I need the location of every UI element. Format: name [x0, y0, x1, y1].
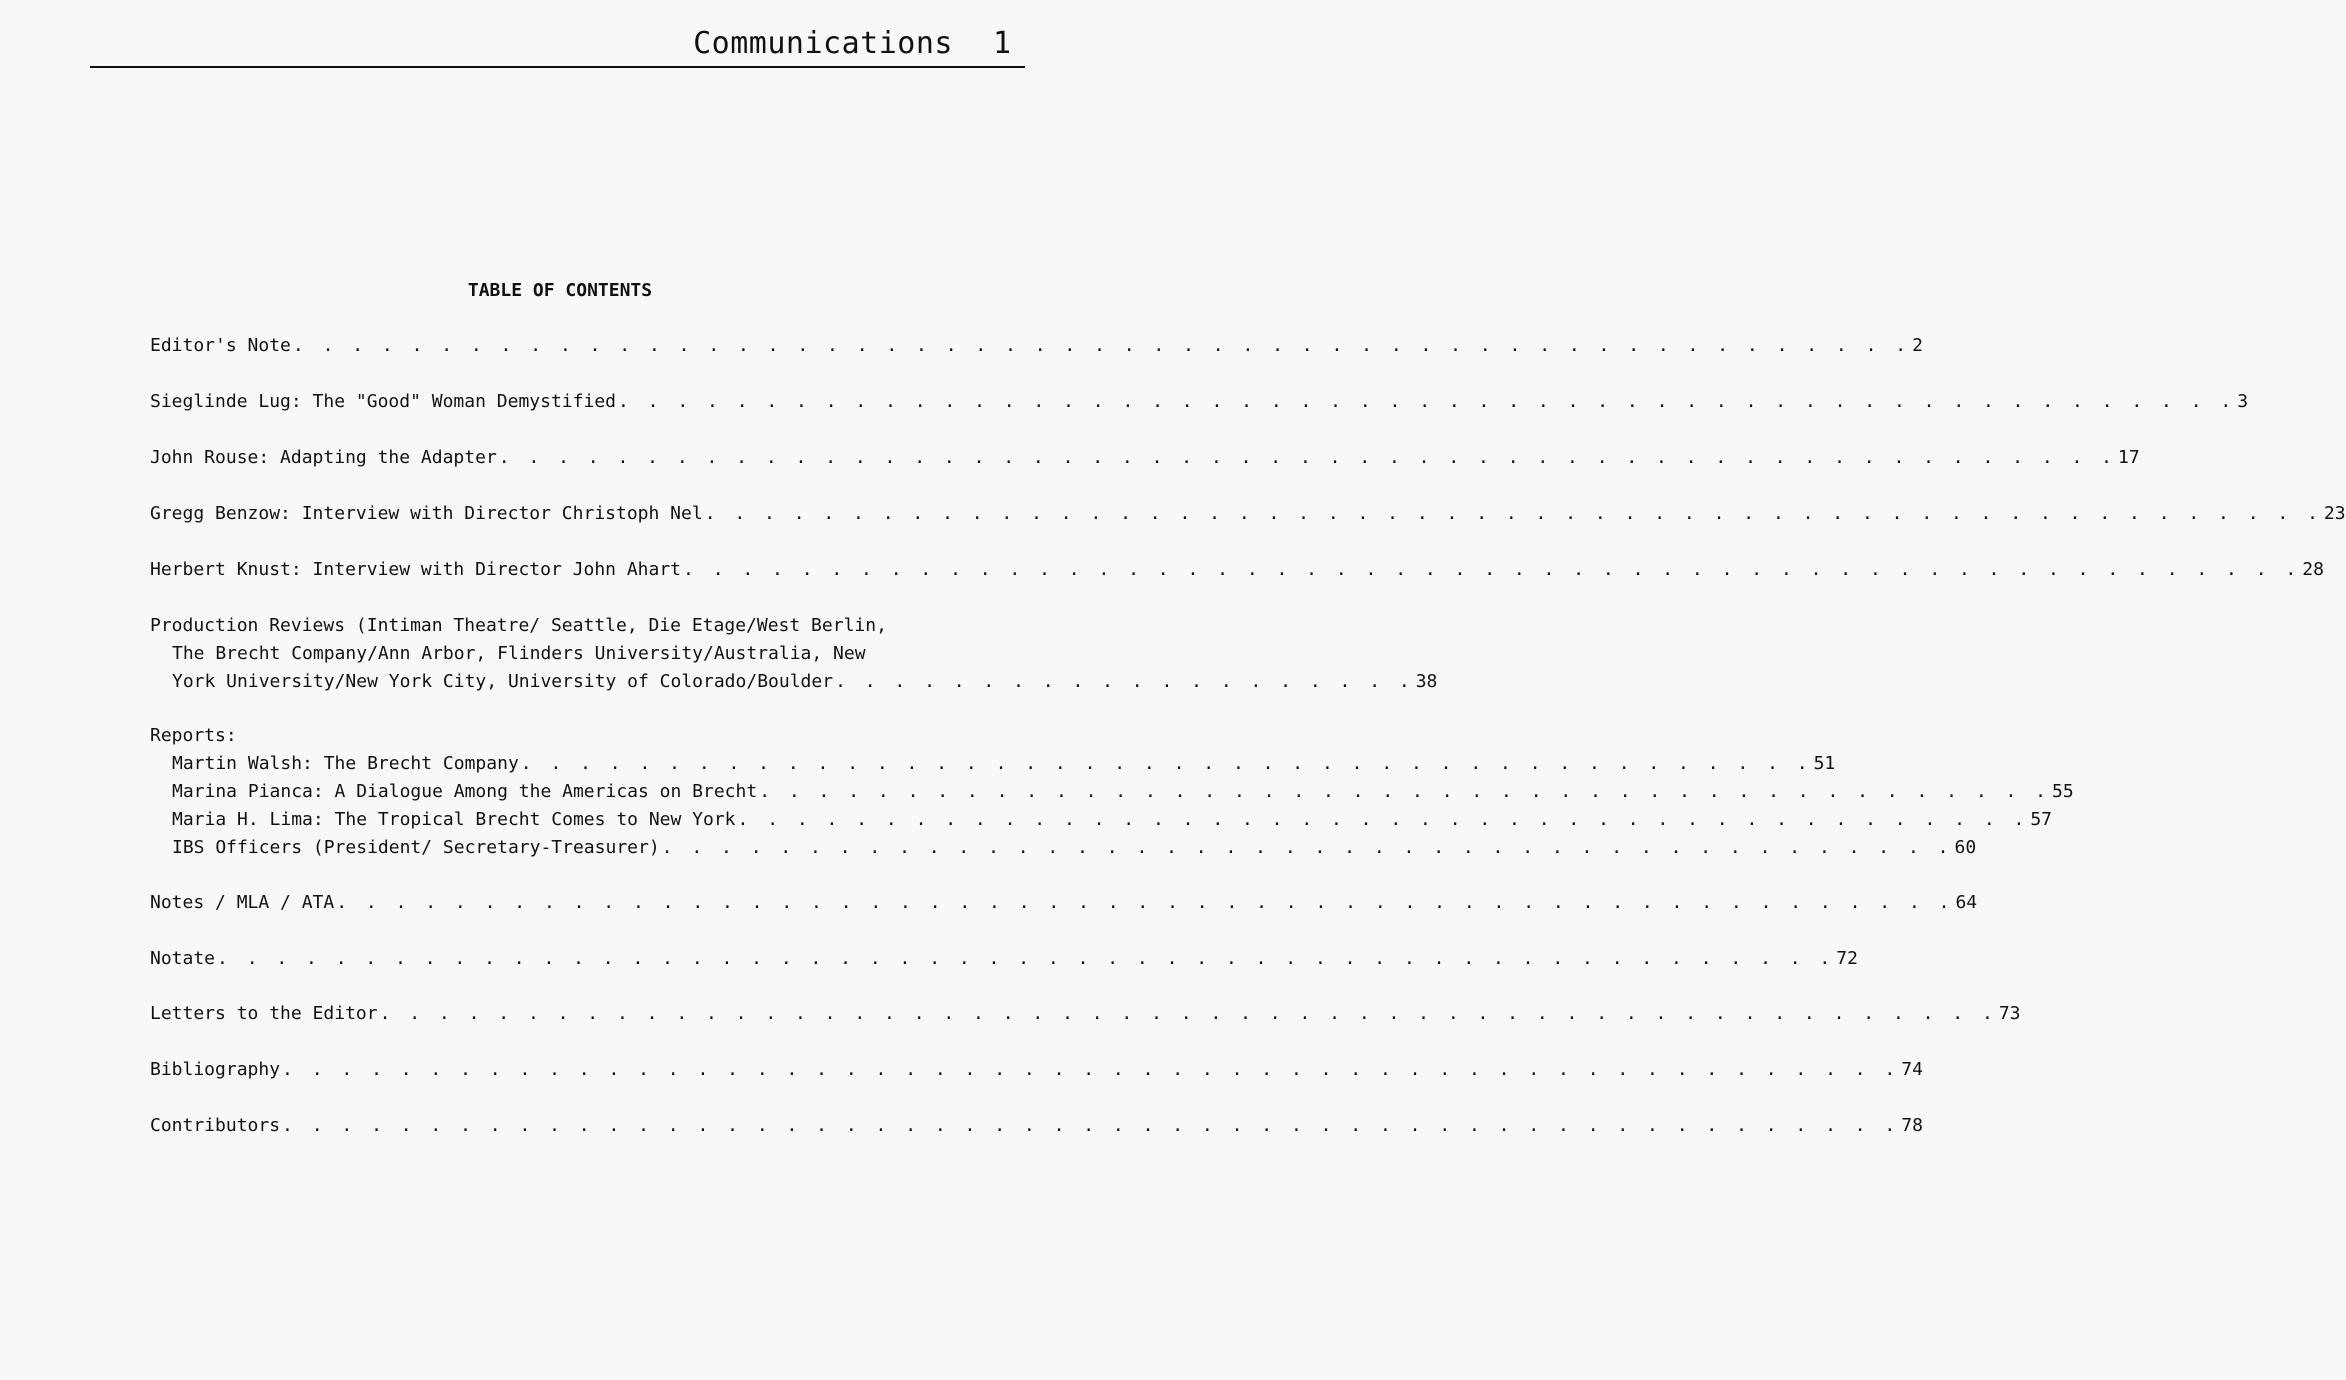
- toc-entry: [150, 806, 2053, 834]
- toc-entry-title: Martin Walsh: The Brecht Company: [172, 753, 519, 774]
- leader-dots: . . . . . . . . . . . . . . . . . . . . . . . . . . . . . . . . . . . . . . . . . . . .: [520, 753, 1812, 774]
- toc-entry-title: Sieglinde Lug: The "Good" Woman Demystified: [150, 391, 616, 412]
- leader-dots: . . . . . . . . . . . . . . . . . . . . . . . . . . . . . . . . . . . . . . . . . . . . . . . . . . . . . . .: [282, 1059, 1900, 1080]
- toc-entry-page: 51: [1813, 753, 1836, 774]
- leader-dots: . . . . . . . . . . . . . . . . . . . . . . . . . . . . . . . . . . . . . . . . . . . . . . . . . . . . . . .: [498, 447, 2117, 468]
- toc-entry: [150, 889, 1978, 917]
- toc-entry-page: 73: [1998, 1003, 2021, 1024]
- toc-entry-page: 55: [2052, 781, 2074, 802]
- reports-label: Reports:: [150, 725, 237, 746]
- leader-dots: . . . . . . . . . . . . . . . . . . . .: [835, 671, 1414, 692]
- toc-heading: TABLE OF CONTENTS: [467, 280, 653, 301]
- toc-entry-title: Notes / MLA / ATA: [150, 892, 335, 913]
- toc-entry-page: 23: [2323, 503, 2346, 524]
- leader-dots: . . . . . . . . . . . . . . . . . . . . . . . . . . . . . . . . . . . . . . . . . . . . . . . . . . . . . . .: [336, 892, 1954, 913]
- toc-entry-title: John Rouse: Adapting the Adapter: [150, 447, 497, 468]
- toc-entry: [150, 1056, 1923, 1084]
- toc-entry-title: Gregg Benzow: Interview with Director Christoph Nel: [150, 503, 703, 524]
- toc-entry-page: 60: [1954, 837, 1977, 858]
- toc-entry-title: York University/New York City, University of Colorado/Boulder: [172, 671, 834, 692]
- toc-section-reports: [150, 722, 2074, 862]
- toc-entry-page: 17: [2118, 447, 2140, 468]
- production-reviews-line-2: The Brecht Company/Ann Arbor, Flinders University/Australia, New: [172, 643, 866, 664]
- toc-entry: [150, 750, 1836, 778]
- toc-entry: [150, 1000, 2021, 1028]
- toc-entry-page: 3: [2237, 391, 2249, 412]
- leader-dots: . . . . . . . . . . . . . . . . . . . . . . . . . . . . . . . . . . . . . . . . . . . .: [759, 781, 2051, 802]
- toc-entry-title: Contributors: [150, 1115, 281, 1136]
- toc-entry-page: 57: [2030, 809, 2053, 830]
- toc-entry-page: 64: [1955, 892, 1978, 913]
- toc-entry-page: 2: [1912, 335, 1923, 356]
- toc-entry: [150, 332, 1923, 360]
- toc-entry-title: Editor's Note: [150, 335, 291, 356]
- page-number: 1: [992, 26, 1011, 61]
- toc-entry: [150, 388, 2249, 416]
- toc-entry: [150, 444, 2140, 472]
- leader-dots: . . . . . . . . . . . . . . . . . . . . . . . . . . . . . . . . . . . . . . . . . . . .: [737, 809, 2029, 830]
- toc-entry-page: 28: [2302, 559, 2324, 580]
- toc-entry-title: Letters to the Editor: [150, 1003, 378, 1024]
- toc-entry-page: 78: [1901, 1115, 1923, 1136]
- toc-entry-title: Maria H. Lima: The Tropical Brecht Comes to New York: [172, 809, 736, 830]
- leader-dots: . . . . . . . . . . . . . . . . . . . . . . . . . . . . . . . . . . . . . . . . . . . . . . . . . . . . . . .: [704, 503, 2322, 524]
- toc-entry-title: Herbert Knust: Interview with Director John Ahart: [150, 559, 682, 580]
- page-header: [90, 22, 1025, 68]
- production-reviews-line-3: [150, 668, 1438, 696]
- toc-entry: [150, 945, 1858, 973]
- toc-entry-page: 74: [1901, 1059, 1923, 1080]
- leader-dots: . . . . . . . . . . . . . . . . . . . . . . . . . . . . . . . . . . . . . . . . . . . . . . . . . . . . . . .: [683, 559, 2301, 580]
- toc-entry: [150, 834, 1977, 862]
- toc-entry: [150, 556, 2324, 584]
- toc-entry-title: Bibliography: [150, 1059, 281, 1080]
- leader-dots: . . . . . . . . . . . . . . . . . . . . . . . . . . . . . . . . . . . . . . . . . . . . . . . . . . . . . . .: [618, 391, 2236, 412]
- leader-dots: . . . . . . . . . . . . . . . . . . . . . . . . . . . . . . . . . . . . . . . . . . . . . . . . . . . . . . .: [282, 1115, 1900, 1136]
- toc-entry: [150, 500, 2346, 528]
- leader-dots: . . . . . . . . . . . . . . . . . . . . . . . . . . . . . . . . . . . . . . . . . . . . . . . . . . . . . . .: [379, 1003, 1997, 1024]
- toc-entry-page: 72: [1836, 948, 1858, 969]
- toc-entry-title: Notate: [150, 948, 216, 969]
- leader-dots: . . . . . . . . . . . . . . . . . . . . . . . . . . . . . . . . . . . . . . . . . . . .: [661, 837, 1953, 858]
- production-reviews-line-1: Production Reviews (Intiman Theatre/ Seattle, Die Etage/West Berlin,: [150, 615, 887, 636]
- toc-entry: [150, 1112, 1923, 1140]
- toc-entry-title: Marina Pianca: A Dialogue Among the Americas on Brecht: [172, 781, 758, 802]
- toc-entry: [150, 778, 2074, 806]
- toc-entry-title: IBS Officers (President/ Secretary-Treasurer): [172, 837, 660, 858]
- leader-dots: . . . . . . . . . . . . . . . . . . . . . . . . . . . . . . . . . . . . . . . . . . . . . . . . . . . . . . .: [217, 948, 1835, 969]
- toc-entry-page: 38: [1415, 671, 1438, 692]
- leader-dots: . . . . . . . . . . . . . . . . . . . . . . . . . . . . . . . . . . . . . . . . . . . . . . . . . . . . . . .: [292, 335, 1911, 356]
- toc-entry-production-reviews: [150, 612, 1438, 696]
- journal-title: Communications: [693, 26, 953, 61]
